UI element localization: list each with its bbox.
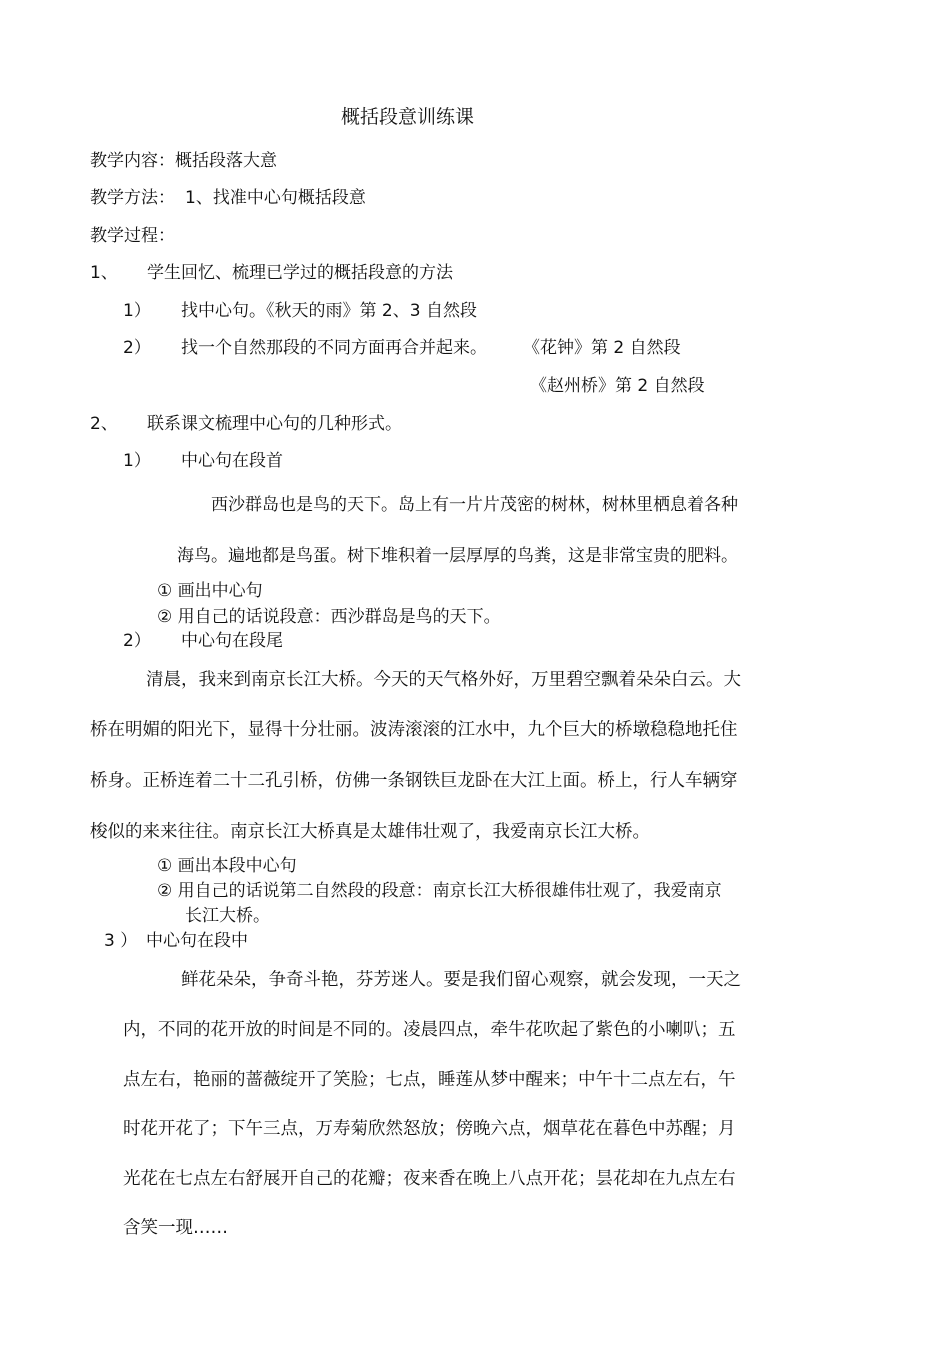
section1-item1: [123, 300, 477, 322]
paragraph2-line: 桥在明媚的阳光下，显得十分壮丽。波涛滚滚的江水中，九个巨大的桥墩稳稳地托住: [90, 720, 738, 740]
paragraph3-line: 内，不同的花开放的时间是不同的。凌晨四点，牵牛花吹起了紫色的小喇叭；五: [123, 1020, 736, 1040]
paragraph1-task1: ① 画出中心句: [157, 581, 263, 601]
paragraph2-task2: ② 用自己的话说第二自然段的段意：南京长江大桥很雄伟壮观了，我爱南京: [157, 881, 722, 901]
teaching-method-value: 1、找准中心句概括段意: [185, 188, 366, 208]
paragraph2-line: 清晨，我来到南京长江大桥。今天的天气格外好，万里碧空飘着朵朵白云。大: [146, 670, 741, 690]
center-sentence-end-heading: [123, 630, 283, 652]
paragraph1-task2: ② 用自己的话说段意：西沙群岛是鸟的天下。: [157, 607, 501, 627]
teaching-content-label: 教学内容：: [90, 151, 175, 171]
paragraph1-line: 海鸟。遍地都是鸟蛋。树下堆积着一层厚厚的鸟粪，这是非常宝贵的肥料。: [177, 546, 738, 566]
center-sentence-end-number: 2）: [123, 631, 151, 651]
section1-text: 学生回忆、梳理已学过的概括段意的方法: [147, 263, 453, 283]
section1-heading: [90, 262, 453, 284]
section1-item1-text: 找中心句。《秋天的雨》第 2、3 自然段: [181, 301, 477, 321]
paragraph3-line: 光花在七点左右舒展开自己的花瓣；夜来香在晚上八点开花；昙花却在九点左右: [123, 1169, 736, 1189]
teaching-process-label: 教学过程：: [90, 226, 175, 246]
section1-item2-number: 2）: [123, 338, 151, 358]
center-sentence-end-title: 中心句在段尾: [181, 631, 283, 651]
paragraph2-line: 梭似的来来往往。南京长江大桥真是太雄伟壮观了，我爱南京长江大桥。: [90, 822, 650, 842]
paragraph2-task1: ① 画出本段中心句: [157, 856, 297, 876]
section1-item2-ref1: 《花钟》第 2 自然段: [523, 338, 681, 358]
section1-item2: [123, 337, 487, 359]
center-sentence-middle-title: 中心句在段中: [146, 931, 248, 951]
section1-item2-ref2: 《赵州桥》第 2 自然段: [530, 376, 705, 396]
center-sentence-middle-number: 3 ）: [104, 931, 138, 951]
center-sentence-start-number: 1）: [123, 451, 151, 471]
center-sentence-start-title: 中心句在段首: [181, 451, 283, 471]
teaching-method-label: 教学方法：: [90, 188, 175, 208]
section1-number: 1、: [90, 263, 118, 283]
document-title: 概括段意训练课: [341, 106, 475, 128]
teaching-method-line: [90, 187, 366, 209]
paragraph3-line: 鲜花朵朵，争奇斗艳，芬芳迷人。要是我们留心观察，就会发现，一天之: [181, 970, 741, 990]
teaching-content-value: 概括段落大意: [175, 151, 277, 171]
center-sentence-middle-heading: [104, 930, 248, 952]
paragraph3-line: 点左右，艳丽的蔷薇绽开了笑脸；七点，睡莲从梦中醒来；中午十二点左右，午: [123, 1070, 736, 1090]
paragraph2-task2-continued: 长江大桥。: [185, 906, 270, 926]
paragraph3-line: 含笑一现……: [123, 1218, 228, 1238]
section1-item2-text: 找一个自然那段的不同方面再合并起来。: [181, 338, 487, 358]
paragraph1-line: 西沙群岛也是鸟的天下。岛上有一片片茂密的树林，树林里栖息着各种: [211, 495, 738, 515]
center-sentence-start-heading: [123, 450, 283, 472]
paragraph2-line: 桥身。正桥连着二十二孔引桥，仿佛一条钢铁巨龙卧在大江上面。桥上，行人车辆穿: [90, 771, 738, 791]
section2-number: 2、: [90, 414, 118, 434]
section2-text: 联系课文梳理中心句的几种形式。: [147, 414, 402, 434]
section2-heading: [90, 413, 402, 435]
section1-item1-number: 1）: [123, 301, 151, 321]
teaching-content-line: [90, 150, 277, 172]
paragraph3-line: 时花开花了；下午三点，万寿菊欣然怒放；傍晚六点，烟草花在暮色中苏醒；月: [123, 1119, 736, 1139]
